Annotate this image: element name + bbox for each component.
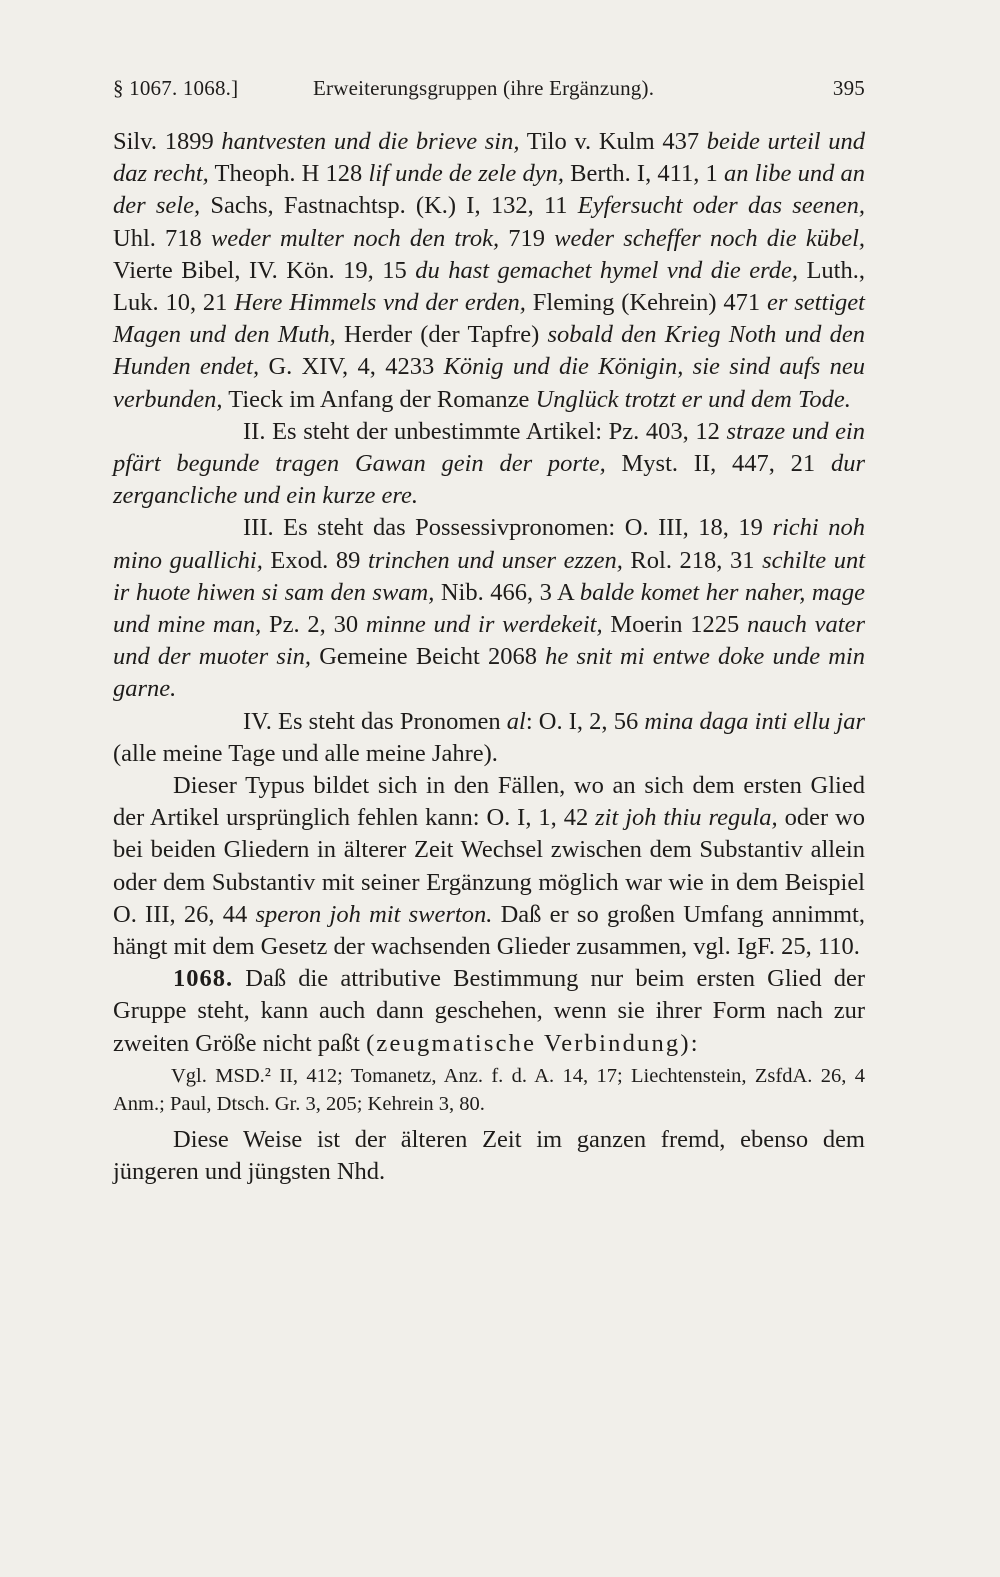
quoted-text: straze und ein pfärt begunde tragen Gawan gein der porte, — [113, 417, 865, 478]
quoted-text: speron joh mit swerton. — [255, 900, 493, 928]
text-run: Myst. II, 447, 21 — [605, 450, 831, 478]
quoted-text: minne und ir werdekeit, — [365, 611, 603, 639]
quoted-text: richi noh mino guallichi, — [113, 514, 865, 574]
paragraph — [113, 416, 865, 513]
quoted-text: hantvesten und die brieve sin, — [221, 128, 520, 155]
spaced-text: (zeugmatische Verbindung): — [366, 1029, 700, 1057]
quoted-text: schilte unt ir huote hiwen si sam den swam, — [113, 546, 866, 606]
page-number: 395 — [832, 76, 865, 100]
quoted-text: nauch vater und der muoter sin, — [113, 611, 866, 671]
quoted-text: al — [506, 707, 526, 735]
quoted-text: Unglück trotzt er und dem Tode. — [535, 385, 851, 413]
paragraph — [113, 963, 865, 1060]
text-run: (alle meine Tage und alle meine Jahre). — [113, 739, 498, 767]
paragraph — [113, 1124, 865, 1188]
text-run: oder wo bei beiden Gliedern in älterer Zeit Wechsel zwischen dem Substantiv allein oder dem Substantiv mit seiner Ergänzung möglich war wie in dem Beispiel O. III, 26, 44 — [113, 804, 865, 928]
quoted-text: an libe und an der sele, — [113, 160, 866, 220]
text-run: Nib. 466, 3 A — [434, 578, 580, 606]
text-run: : O. I, 2, 56 — [525, 707, 645, 735]
text-run: Fleming (Kehrein) 471 — [525, 289, 767, 317]
text-run: Vierte Bibel, IV. Kön. 19, 15 — [113, 256, 416, 284]
text-run: Dieser Typus bildet sich in den Fällen, wo an sich dem ersten Glied der Artikel ursprünglich fehlen kann: O. I, 1, 42 — [113, 772, 865, 832]
quoted-text: trinchen und unser ezzen, — [367, 546, 623, 574]
quoted-text: weder scheffer noch die kübel, — [554, 224, 866, 252]
quoted-text: dur zergancliche und ein kurze ere. — [113, 450, 865, 510]
text-run: Theoph. H 128 — [208, 160, 369, 188]
quoted-text: du hast gemachet hymel vnd die erde, — [415, 256, 798, 284]
text-run: Gemeine Beicht 2068 — [311, 643, 546, 671]
quoted-text: Eyfersucht oder das seenen, — [577, 192, 865, 220]
text-run: III. Es steht das Possessivpronomen: O. III, 18, 19 — [243, 514, 773, 542]
section-range: § 1067. 1068.] — [113, 76, 239, 100]
text-run: Tieck im Anfang der Romanze — [222, 385, 536, 413]
quoted-text: lif unde de zele dyn, — [368, 160, 564, 188]
text-run: Sachs, Fastnachtsp. (K.) I, 132, 11 — [200, 192, 578, 220]
quoted-text: weder multer noch den trok, — [210, 224, 500, 252]
page-body — [113, 126, 865, 1188]
paragraph — [113, 126, 865, 416]
quoted-text: er settiget Magen und den Muth, — [113, 289, 865, 349]
text-run: Exod. 89 — [262, 546, 368, 574]
text-run: 719 — [499, 224, 555, 252]
paragraph — [113, 706, 865, 770]
quoted-text: beide urteil und daz recht, — [113, 128, 866, 188]
text-run: II. Es steht der unbestimmte Artikel: Pz. 403, 12 — [243, 417, 727, 445]
text-run: Pz. 2, 30 — [261, 611, 366, 639]
text-run: Herder (der Tapfre) — [335, 321, 548, 349]
quoted-text: Here Himmels vnd der erden, — [234, 289, 526, 317]
text-run: Tilo v. Kulm 437 — [519, 128, 707, 155]
chapter-title: Erweiterungsgruppen (ihre Ergänzung). — [313, 76, 655, 100]
text-run: Uhl. 718 — [113, 224, 211, 252]
text-run: Berth. I, 411, 1 — [563, 160, 724, 188]
text-run: Diese Weise ist der älteren Zeit im ganzen fremd, ebenso dem jüngeren und jüngsten Nhd. — [113, 1125, 865, 1186]
quoted-text: mina daga inti ellu jar — [644, 707, 865, 735]
quoted-text: König und die Königin, sie sind aufs neu verbunden, — [113, 353, 865, 413]
quoted-text: zit joh thiu regula, — [595, 804, 778, 832]
text-run: Daß die attributive Bestimmung nur beim ersten Glied der Gruppe steht, kann auch dann geschehen, wenn sie ihrer Form nach zur zweiten Größe nicht paßt — [113, 965, 865, 1057]
paragraph — [113, 770, 865, 963]
paragraph — [113, 512, 865, 705]
text-run: Daß er so großen Umfang annimmt, hängt mit dem Gesetz der wachsenden Glieder zusammen, vgl. IgF. 25, 110. — [113, 900, 865, 961]
text-run: Moerin 1225 — [602, 611, 748, 639]
quoted-text: sobald den Krieg Noth und den Hunden endet, — [113, 321, 866, 381]
text-run: Silv. 1899 — [113, 128, 222, 155]
text-run: IV. Es steht das Pronomen — [243, 707, 507, 735]
text-run: G. XIV, 4, 4233 — [259, 353, 444, 381]
text-run: Luth., Luk. 10, 21 — [113, 256, 865, 317]
quoted-text: he snit mi entwe doke unde min garne. — [113, 643, 865, 703]
footnote-paragraph — [113, 1062, 865, 1118]
running-head — [113, 76, 865, 106]
text-run: Rol. 218, 31 — [622, 546, 763, 574]
quoted-text: balde komet her naher, mage und mine man, — [113, 578, 865, 639]
section-number: 1068. — [173, 965, 234, 993]
text-run: Vgl. MSD.² II, 412; Tomanetz, Anz. f. d. A. 14, 17; Liechtenstein, ZsfdA. 26, 4 Anm.; Paul, Dtsch. Gr. 3, 205; Kehrein 3, 80. — [113, 1064, 865, 1115]
